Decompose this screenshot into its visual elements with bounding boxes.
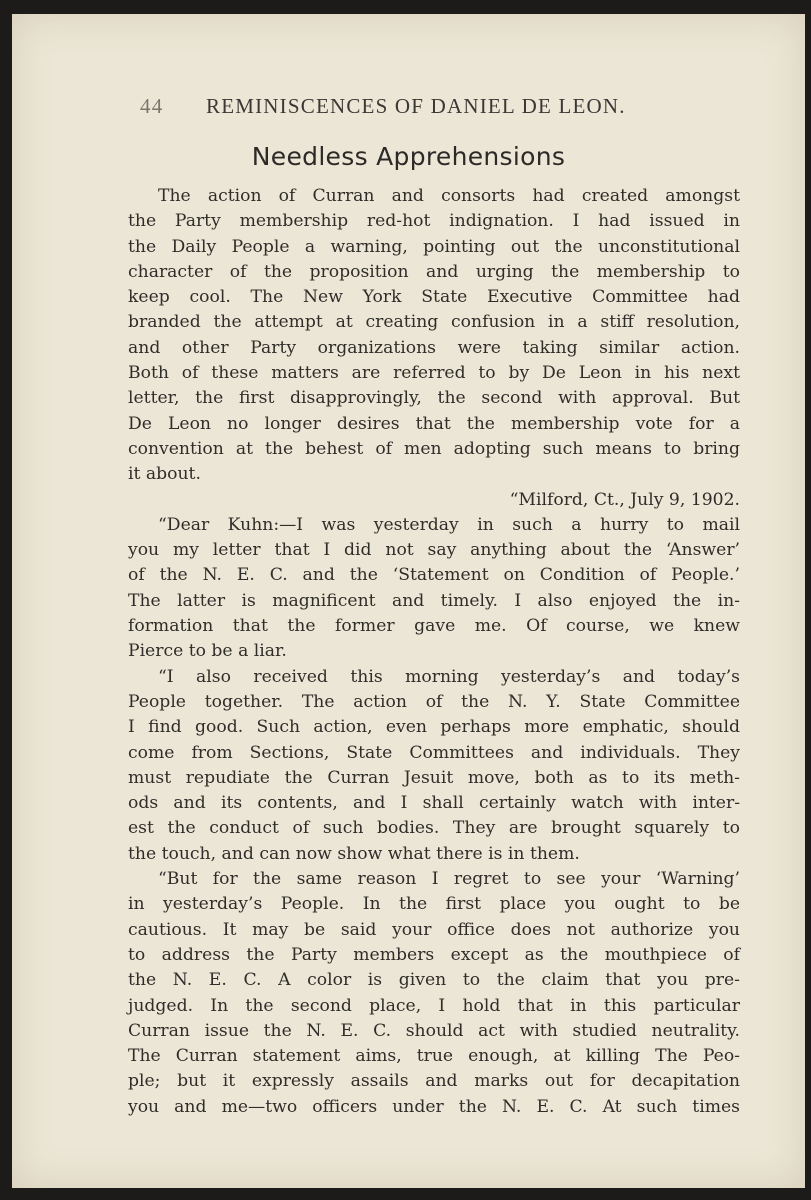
text-line (128, 715, 740, 740)
text-line (128, 918, 740, 943)
text-line (128, 285, 740, 310)
text-line-content: People together. The action of the N. Y. State Committee (128, 691, 740, 712)
text-line (128, 791, 740, 816)
text-line (128, 386, 740, 411)
text-line-content: est the conduct of such bodies. They are brought squarely to (128, 818, 740, 839)
text-line-content: to address the Party members except as the mouthpiece of (128, 944, 740, 965)
text-line (128, 614, 740, 639)
text-line-content: come from Sections, State Committees and individuals. They (128, 742, 740, 763)
text-line (128, 184, 740, 209)
text-line (128, 1044, 740, 1069)
text-line-content: and other Party organizations were taking similar action. (128, 337, 740, 358)
text-line (128, 488, 740, 513)
text-line (128, 437, 740, 462)
text-line-content: character of the proposition and urging the membership to (128, 261, 740, 282)
section-title: Needless Apprehensions (251, 142, 566, 171)
text-line (128, 260, 740, 285)
text-line (128, 589, 740, 614)
text-line-content: in yesterday’s People. In the first place you ought to be (128, 894, 740, 915)
text-line (128, 867, 740, 892)
text-line-content: The latter is magnificent and timely. I also enjoyed the in- (128, 590, 740, 611)
text-line-content: the N. E. C. A color is given to the claim that you pre- (128, 970, 740, 991)
text-line-content: it about. (128, 464, 201, 485)
text-line-content: must repudiate the Curran Jesuit move, both as to its meth- (128, 767, 740, 788)
text-line (128, 235, 740, 260)
text-line-content: Curran issue the N. E. C. should act with studied neutrality. (128, 1020, 740, 1041)
text-line (128, 1019, 740, 1044)
text-line-content: “But for the same reason I regret to see your ‘Warning’ (158, 869, 740, 890)
text-line-content: The action of Curran and consorts had created amongst (158, 186, 740, 206)
text-line (128, 1069, 740, 1094)
text-line-content: “I also received this morning yesterday’s and today’s (158, 666, 740, 687)
text-line (128, 563, 740, 588)
text-line-content: the Party membership red-hot indignation. I had issued in (128, 211, 740, 232)
text-line-content: keep cool. The New York State Executive Committee had (128, 287, 740, 308)
text-line (128, 943, 740, 968)
text-line (128, 209, 740, 234)
text-line-content: the Daily People a warning, pointing out the unconstitutional (128, 236, 740, 257)
running-head-title: REMINISCENCES OF DANIEL DE LEON. (206, 94, 626, 118)
text-line-content: letter, the first disapprovingly, the second with approval. But (128, 388, 740, 409)
text-line-content: “Milford, Ct., July 9, 1902. (509, 489, 740, 510)
text-line (128, 816, 740, 841)
text-line-content: Pierce to be a liar. (128, 641, 287, 662)
page-number: 44 (140, 94, 164, 118)
text-line-content: convention at the behest of men adopting such means to bring (128, 438, 740, 459)
text-line (128, 412, 740, 437)
text-line-content: The Curran statement aims, true enough, at killing The Peo- (128, 1046, 740, 1067)
text-line (128, 741, 740, 766)
text-line (128, 361, 740, 386)
text-line (128, 665, 740, 690)
text-line-content: I find good. Such action, even perhaps more emphatic, should (128, 717, 740, 738)
body-text (128, 184, 740, 1120)
text-line (128, 336, 740, 361)
text-line-content: cautious. It may be said your office does not authorize you (128, 919, 740, 940)
text-line-content: the touch, and can now show what there is in them. (128, 843, 580, 864)
text-line (128, 639, 740, 664)
text-line-content: formation that the former gave me. Of course, we knew (128, 616, 740, 637)
text-line-content: ods and its contents, and I shall certainly watch with inter- (128, 793, 740, 814)
text-line (128, 690, 740, 715)
text-line (128, 538, 740, 563)
book-page (12, 14, 805, 1188)
text-line (128, 1095, 740, 1120)
text-line (128, 892, 740, 917)
running-head (140, 94, 680, 119)
text-line (128, 842, 740, 867)
text-line (128, 513, 740, 538)
text-line (128, 994, 740, 1019)
text-line-content: of the N. E. C. and the ‘Statement on Condition of People.’ (128, 565, 740, 586)
text-line (128, 968, 740, 993)
text-line-content: “Dear Kuhn:—I was yesterday in such a hurry to mail (158, 514, 740, 535)
text-line-content: Both of these matters are referred to by De Leon in his next (128, 363, 740, 384)
text-line-content: you and me—two officers under the N. E. C. At such times (128, 1096, 740, 1117)
text-line (128, 310, 740, 335)
text-line-content: ple; but it expressly assails and marks out for decapitation (128, 1071, 740, 1092)
text-line-content: branded the attempt at creating confusion in a stiff resolution, (128, 312, 740, 333)
text-line-content: judged. In the second place, I hold that in this particular (128, 995, 740, 1016)
text-line-content: De Leon no longer desires that the membership vote for a (128, 413, 740, 434)
text-line-content: you my letter that I did not say anything about the ‘Answer’ (128, 540, 740, 561)
text-line (128, 766, 740, 791)
text-line (128, 462, 740, 487)
